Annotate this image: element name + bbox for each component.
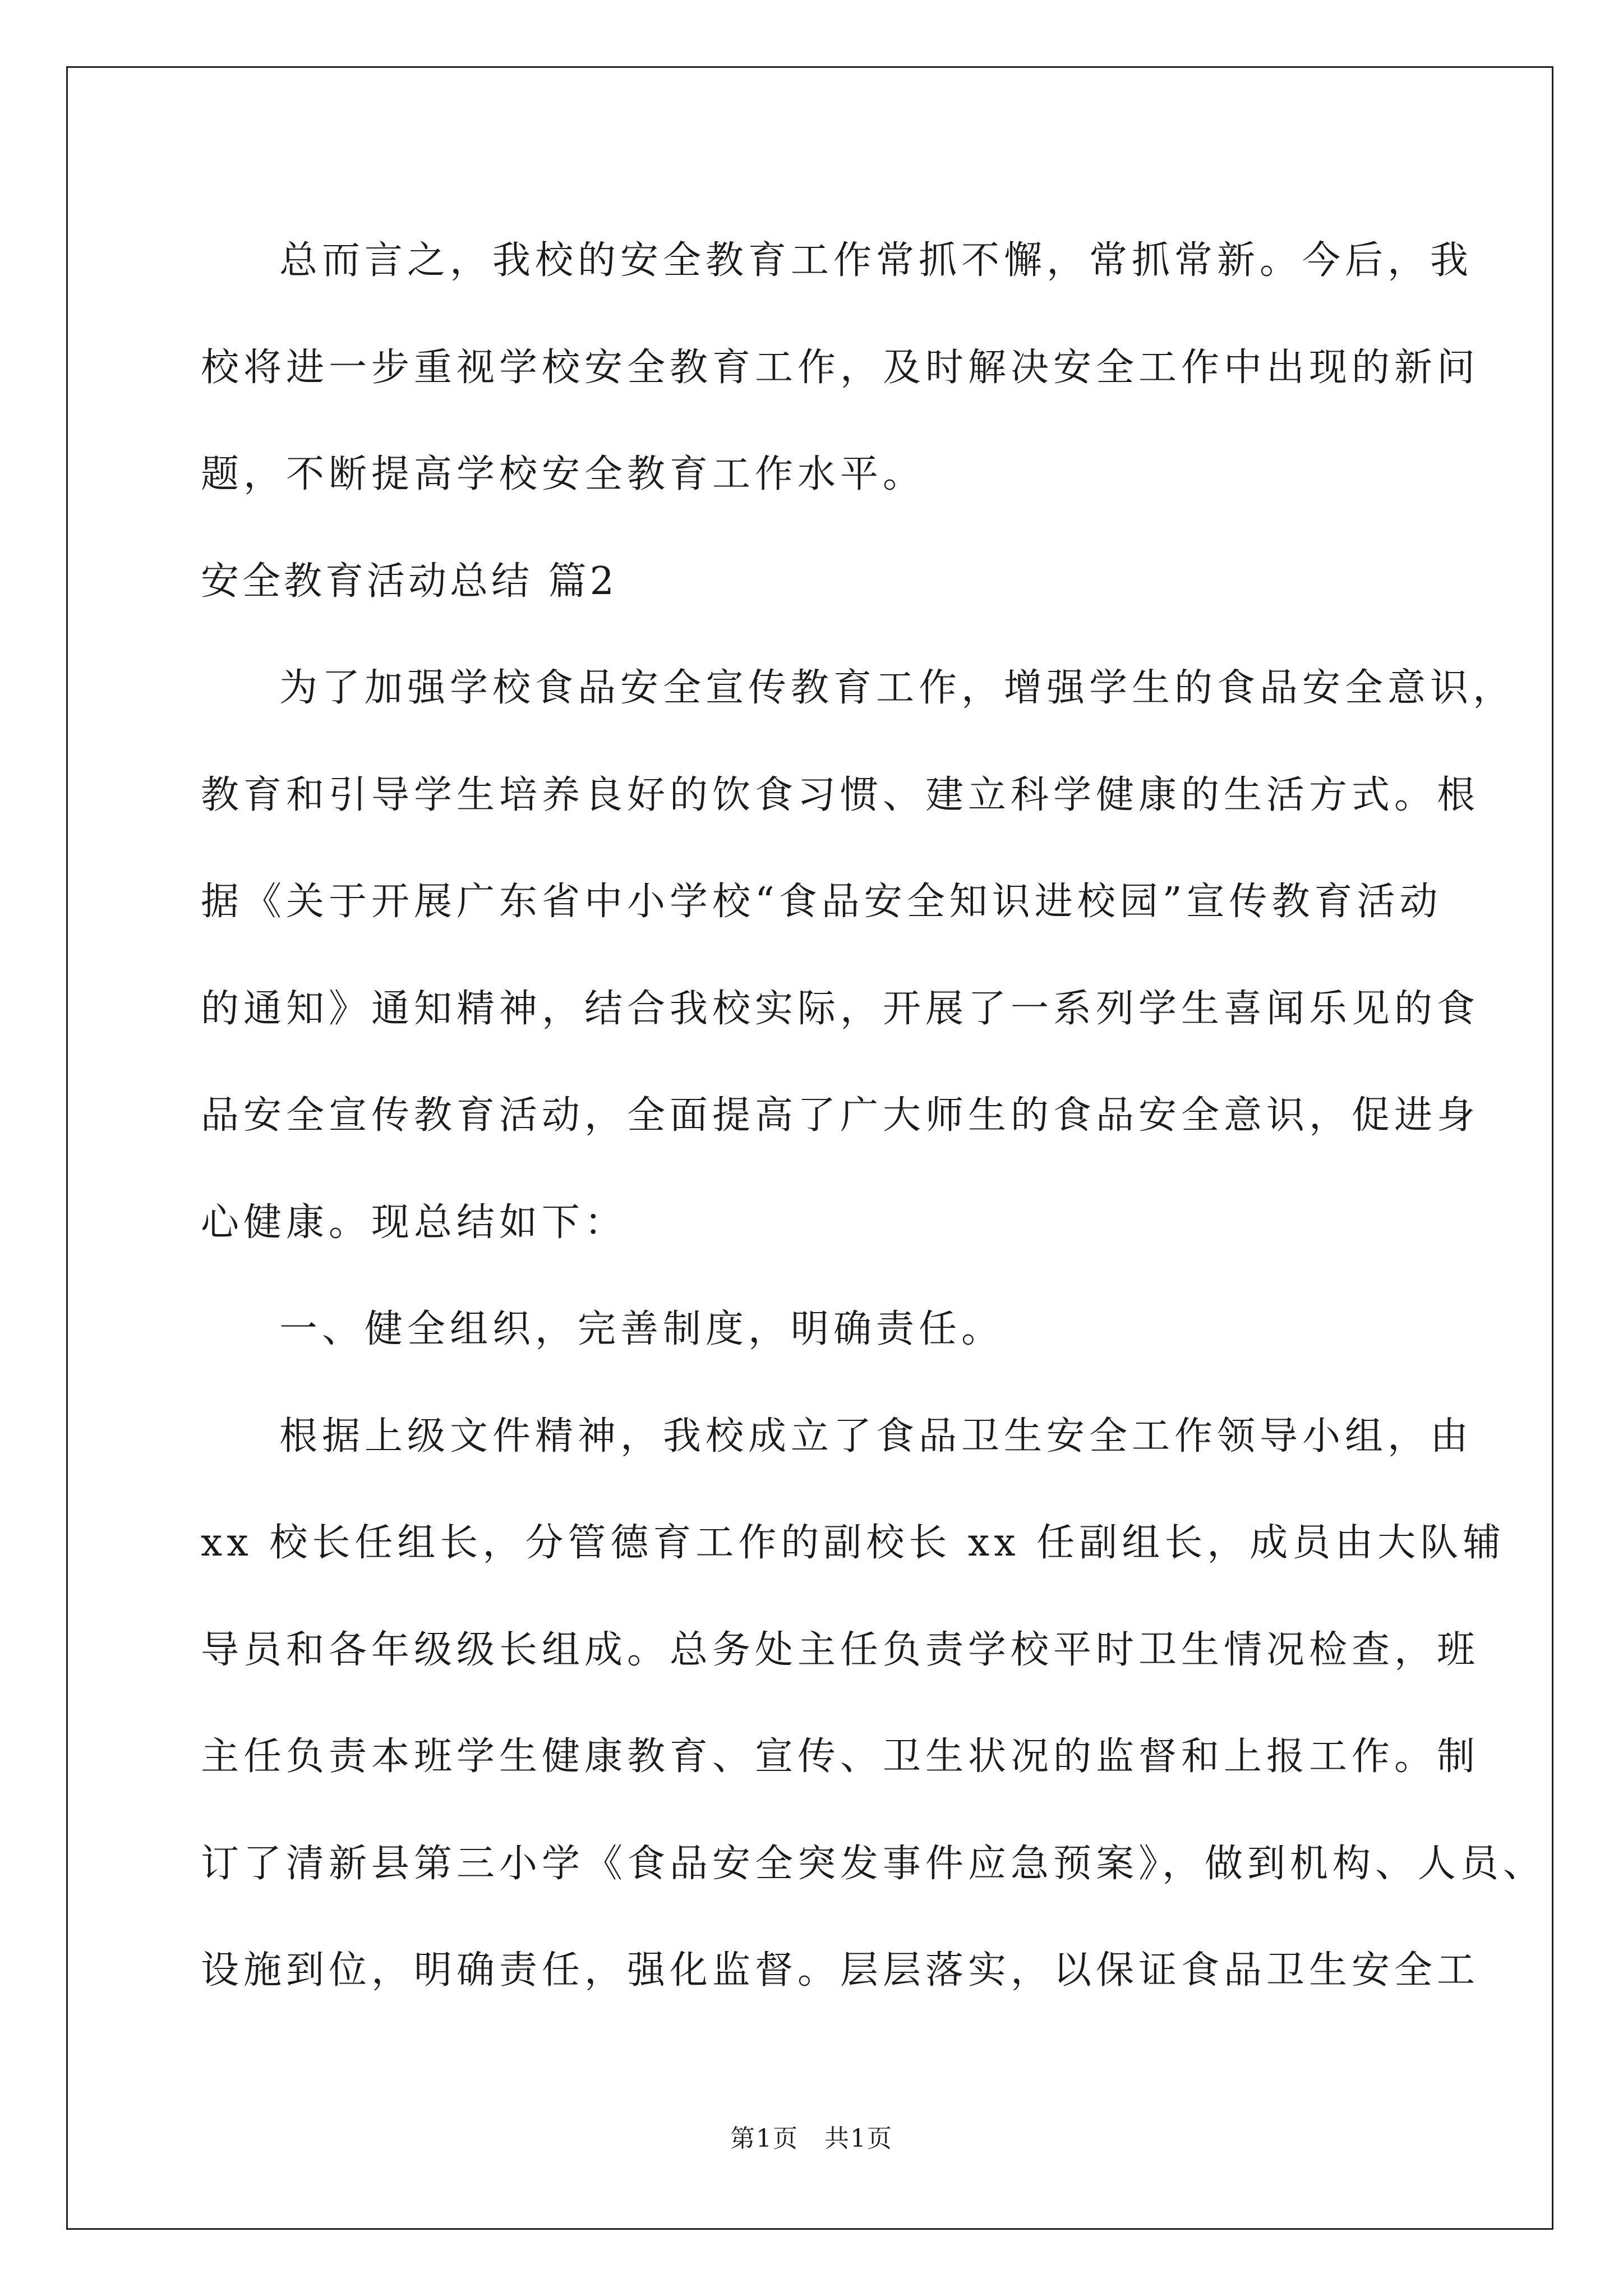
paragraph-line: 心健康。现总结如下： [201,1200,628,1245]
paragraph-line: 据《关于开展广东省中小学校“食品安全知识进校园”宣传教育活动 [201,880,1442,924]
paragraph-line: xx 校长任组长，分管德育工作的副校长 xx 任副组长，成员由大队辅 [201,1521,1506,1565]
paragraph-line: 题，不断提高学校安全教育工作水平。 [201,452,926,496]
paragraph-line: 订了清新县第三小学《食品安全突发事件应急预案》，做到机构、人员、 [201,1841,1546,1886]
paragraph-line: 校将进一步重视学校安全教育工作，及时解决安全工作中出现的新问 [201,345,1480,390]
subheading-line: 一、健全组织，完善制度，明确责任。 [279,1307,1004,1351]
section-heading: 安全教育活动总结 篇2 [201,559,617,604]
paragraph-line: 教育和引导学生培养良好的饮食习惯、建立科学健康的生活方式。根 [201,772,1480,817]
paragraph-line: 总而言之，我校的安全教育工作常抓不懈，常抓常新。今后，我 [279,238,1473,283]
paragraph-line: 主任负责本班学生健康教育、宣传、卫生状况的监督和上报工作。制 [201,1734,1480,1779]
paragraph-line: 根据上级文件精神，我校成立了食品卫生安全工作领导小组，由 [279,1414,1473,1458]
paragraph-line: 设施到位，明确责任，强化监督。层层落实，以保证食品卫生安全工 [201,1948,1480,1993]
page-footer: 第1页 共1页 [730,2124,893,2153]
paragraph-line: 品安全宣传教育活动，全面提高了广大师生的食品安全意识，促进身 [201,1093,1480,1138]
paragraph-line: 为了加强学校食品安全宣传教育工作，增强学生的食品安全意识， [279,666,1516,710]
paragraph-line: 导员和各年级级长组成。总务处主任负责学校平时卫生情况检查，班 [201,1627,1480,1672]
paragraph-line: 的通知》通知精神，结合我校实际，开展了一系列学生喜闻乐见的食 [201,986,1480,1031]
document-body [201,208,1546,2024]
